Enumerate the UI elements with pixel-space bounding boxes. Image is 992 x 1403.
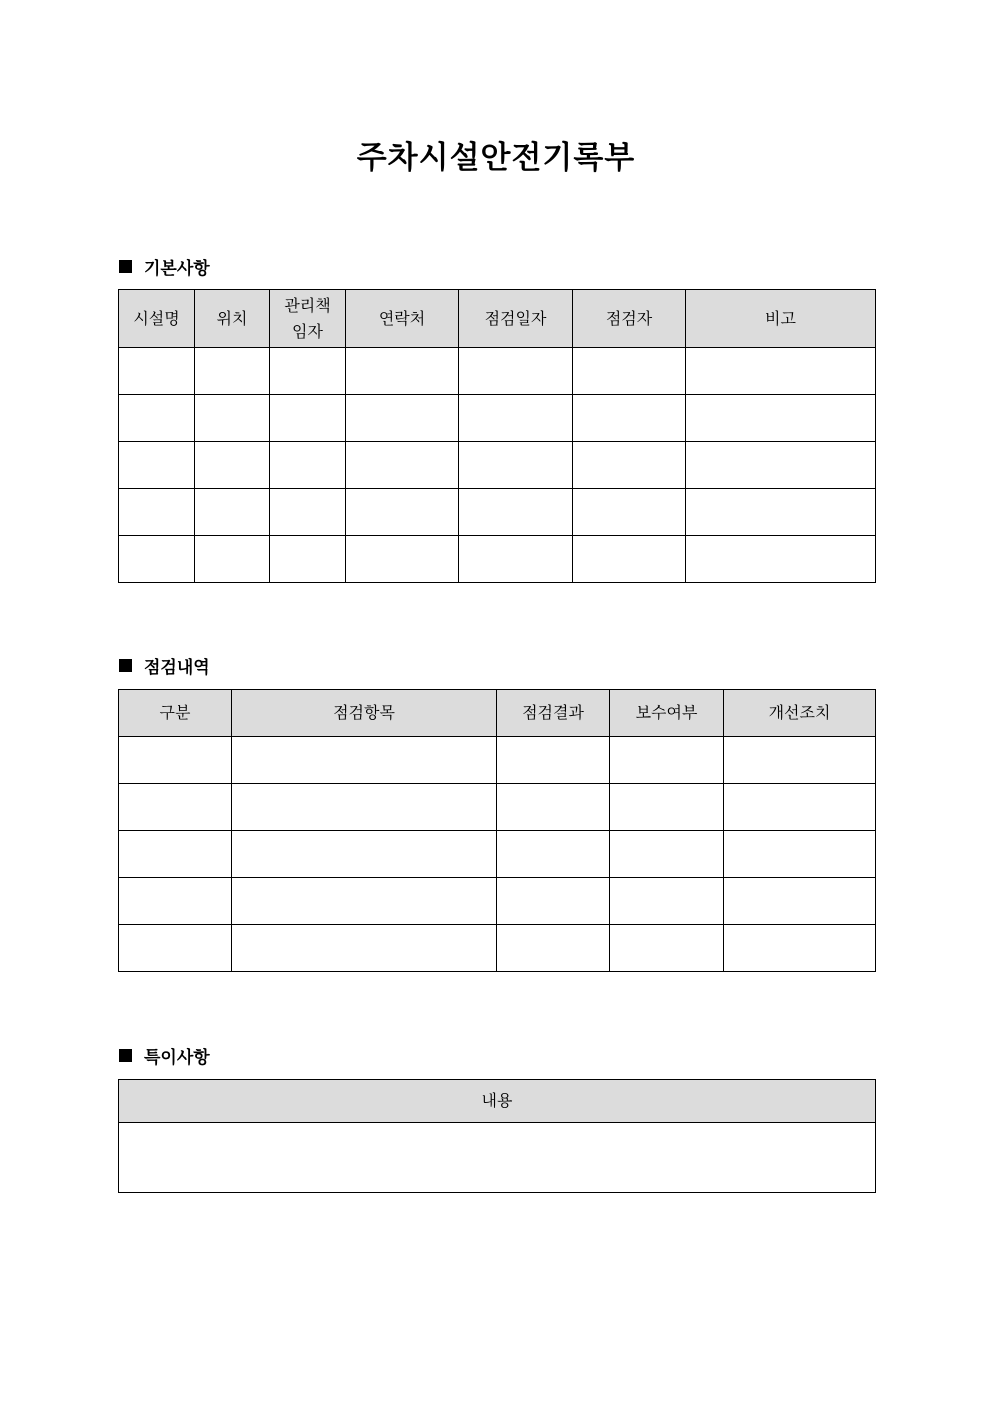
table-cell[interactable] bbox=[573, 442, 686, 489]
table-cell[interactable] bbox=[346, 442, 459, 489]
column-header: 연락처 bbox=[346, 290, 459, 348]
table-cell[interactable] bbox=[724, 878, 876, 925]
table-cell[interactable] bbox=[610, 784, 724, 831]
table-row bbox=[119, 737, 876, 784]
table-cell[interactable] bbox=[459, 536, 573, 583]
table-cell[interactable] bbox=[119, 348, 195, 395]
section-heading-remarks bbox=[119, 1043, 210, 1068]
table-row bbox=[119, 878, 876, 925]
table-cell[interactable] bbox=[686, 489, 876, 536]
table-cell[interactable] bbox=[195, 442, 270, 489]
table-cell[interactable] bbox=[686, 536, 876, 583]
table-cell[interactable] bbox=[346, 348, 459, 395]
column-header: 구분 bbox=[119, 690, 232, 737]
column-header: 점검일자 bbox=[459, 290, 573, 348]
table-cell[interactable] bbox=[724, 737, 876, 784]
section-heading-inspection bbox=[119, 653, 210, 678]
column-header: 시설명 bbox=[119, 290, 195, 348]
table-cell[interactable] bbox=[610, 878, 724, 925]
table-cell[interactable] bbox=[686, 348, 876, 395]
table-cell[interactable] bbox=[270, 489, 346, 536]
remarks-content-cell[interactable] bbox=[119, 1123, 876, 1193]
table-cell[interactable] bbox=[497, 737, 610, 784]
table-cell[interactable] bbox=[119, 489, 195, 536]
table-cell[interactable] bbox=[573, 395, 686, 442]
table-cell[interactable] bbox=[724, 925, 876, 972]
column-header: 내용 bbox=[119, 1080, 876, 1123]
table-cell[interactable] bbox=[573, 536, 686, 583]
table-row bbox=[119, 348, 876, 395]
column-header: 개선조치 bbox=[724, 690, 876, 737]
table-row bbox=[119, 925, 876, 972]
table-cell[interactable] bbox=[686, 395, 876, 442]
table-cell[interactable] bbox=[270, 442, 346, 489]
table-row bbox=[119, 784, 876, 831]
table-cell[interactable] bbox=[119, 536, 195, 583]
remarks-table bbox=[118, 1079, 876, 1193]
table-cell[interactable] bbox=[573, 348, 686, 395]
table-cell[interactable] bbox=[270, 348, 346, 395]
table-cell[interactable] bbox=[232, 784, 497, 831]
column-header: 점검항목 bbox=[232, 690, 497, 737]
table-cell[interactable] bbox=[346, 489, 459, 536]
black-square-icon bbox=[119, 260, 132, 273]
column-header: 점검결과 bbox=[497, 690, 610, 737]
section-heading-label: 점검내역 bbox=[144, 658, 210, 678]
table-cell[interactable] bbox=[232, 925, 497, 972]
table-cell[interactable] bbox=[195, 536, 270, 583]
column-header: 관리책 임자 bbox=[270, 290, 346, 348]
table-cell[interactable] bbox=[459, 348, 573, 395]
table-row bbox=[119, 442, 876, 489]
table-cell[interactable] bbox=[497, 878, 610, 925]
table-cell[interactable] bbox=[459, 442, 573, 489]
table-cell[interactable] bbox=[232, 737, 497, 784]
table-row bbox=[119, 395, 876, 442]
table-cell[interactable] bbox=[232, 831, 497, 878]
section-heading-label: 특이사항 bbox=[144, 1048, 210, 1068]
column-header: 비고 bbox=[686, 290, 876, 348]
table-cell[interactable] bbox=[232, 878, 497, 925]
table-cell[interactable] bbox=[270, 536, 346, 583]
table-cell[interactable] bbox=[610, 737, 724, 784]
black-square-icon bbox=[119, 659, 132, 672]
table-cell[interactable] bbox=[610, 925, 724, 972]
table-cell[interactable] bbox=[724, 784, 876, 831]
column-header: 점검자 bbox=[573, 290, 686, 348]
table-cell[interactable] bbox=[195, 489, 270, 536]
table-cell[interactable] bbox=[346, 395, 459, 442]
table-cell[interactable] bbox=[497, 784, 610, 831]
basic-info-table bbox=[118, 289, 876, 583]
table-cell[interactable] bbox=[610, 831, 724, 878]
table-cell[interactable] bbox=[119, 878, 232, 925]
section-heading-basic bbox=[119, 254, 210, 279]
section-heading-label: 기본사항 bbox=[144, 259, 210, 279]
table-header-row bbox=[119, 690, 876, 737]
inspection-table bbox=[118, 689, 876, 972]
table-cell[interactable] bbox=[119, 925, 232, 972]
table-cell[interactable] bbox=[724, 831, 876, 878]
table-cell[interactable] bbox=[195, 395, 270, 442]
table-cell[interactable] bbox=[119, 442, 195, 489]
table-cell[interactable] bbox=[459, 395, 573, 442]
table-header-row bbox=[119, 1080, 876, 1123]
table-cell[interactable] bbox=[119, 831, 232, 878]
table-row bbox=[119, 489, 876, 536]
table-cell[interactable] bbox=[459, 489, 573, 536]
table-cell[interactable] bbox=[119, 784, 232, 831]
table-cell[interactable] bbox=[497, 831, 610, 878]
table-row bbox=[119, 1123, 876, 1193]
table-cell[interactable] bbox=[270, 395, 346, 442]
table-cell[interactable] bbox=[119, 395, 195, 442]
table-cell[interactable] bbox=[573, 489, 686, 536]
table-cell[interactable] bbox=[497, 925, 610, 972]
black-square-icon bbox=[119, 1049, 132, 1062]
table-cell[interactable] bbox=[195, 348, 270, 395]
column-header: 위치 bbox=[195, 290, 270, 348]
table-row bbox=[119, 536, 876, 583]
table-row bbox=[119, 831, 876, 878]
table-header-row bbox=[119, 290, 876, 348]
table-cell[interactable] bbox=[346, 536, 459, 583]
table-cell[interactable] bbox=[686, 442, 876, 489]
document-title: 주차시설안전기록부 bbox=[356, 140, 636, 176]
table-cell[interactable] bbox=[119, 737, 232, 784]
column-header: 보수여부 bbox=[610, 690, 724, 737]
